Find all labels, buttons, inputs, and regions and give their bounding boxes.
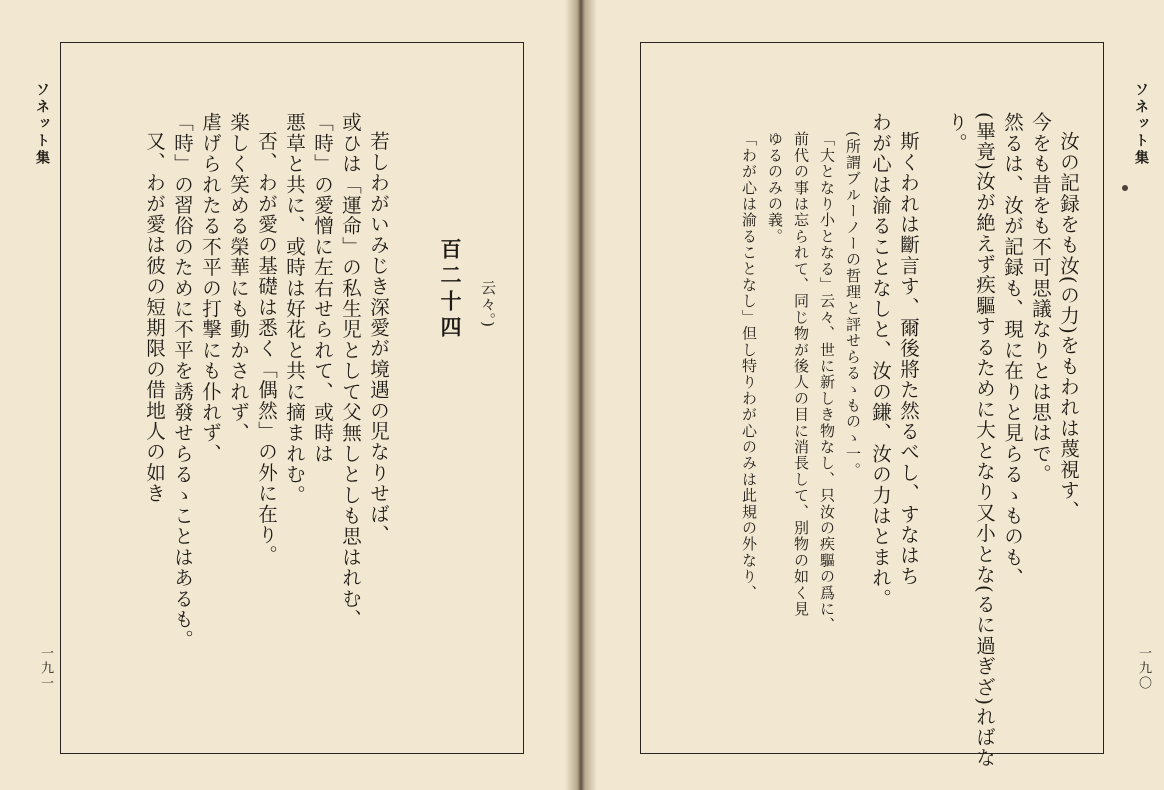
verse-line: 汝の記録をも汝(の力)をもわれは蔑視す、 [1057, 131, 1080, 522]
verse-line: 悪草と共に、或時は好花と共に摘まれむ。 [283, 112, 306, 506]
book-gutter [565, 0, 597, 790]
left-page-body [140, 112, 502, 650]
verse-line: 今をも昔をも不可思議なりとは思はで。 [1029, 112, 1052, 485]
verse-line: 斯くわれは斷言す、爾後將た然るべし、すなはち [897, 131, 920, 587]
commentary-line: (所謂ブルーノーの哲理と評せらるゝものゝ一。 [844, 131, 862, 479]
verse-line: 楽しく笑める榮華にも動かされず、 [227, 112, 250, 444]
verse-line: 然るは、汝が記録も、現に在りと見らるゝものも、 [1001, 112, 1024, 589]
verse-line: り。 [945, 112, 968, 154]
left-page-number: 一九一 [38, 646, 53, 691]
verse-line: 又、わが愛は彼の短期限の借地人の如き [143, 131, 166, 504]
verse-line: 或ひは「運命」の私生児として父無しとしも思はれむ、 [339, 112, 362, 630]
commentary-line: 「わが心は渝ることなし」但し特りわが心のみは此規の外なり、 [740, 131, 758, 601]
verse-line: 「時」の習俗のために不平を誘發せらるゝことはあるも。 [171, 112, 194, 651]
verse-line: 「時」の愛憎に左右せられて、或時は [311, 112, 334, 464]
verse-line: 否、わが愛の基礎は悉く「偶然」の外に在り。 [255, 131, 278, 566]
commentary-line: 「大となり小となる」云々、世に新しき物なし、只汝の疾驅の爲に、 [818, 131, 836, 634]
verse-line: (畢竟)汝が絶えず疾驅するために大となり又小とな(るに過ぎざ)ればな [973, 112, 996, 769]
verse-line: わが心は渝ることなしと、汝の鎌、汝の力はとまれ。 [869, 112, 892, 609]
commentary-line: 前代の事は忘られて、同じ物が後人の目に消長して、別物の如く見 [792, 131, 810, 617]
left-running-head: ソネット集 [34, 82, 50, 167]
commentary-line: ゆるのみの義。 [766, 131, 784, 245]
binding-mark [1122, 185, 1128, 191]
right-page-body [736, 112, 1082, 768]
right-page-number: 一九〇 [1136, 646, 1151, 691]
verse-line: 虐げられたる不平の打撃にも仆れず、 [199, 112, 222, 464]
sonnet-number-heading: 百二十四 [438, 238, 463, 342]
note-ending: 云々。) [479, 280, 497, 329]
right-running-head: ソネット集 [1133, 82, 1149, 167]
verse-line: 若しわがいみじき深愛が境遇の児なりせば、 [367, 131, 390, 545]
